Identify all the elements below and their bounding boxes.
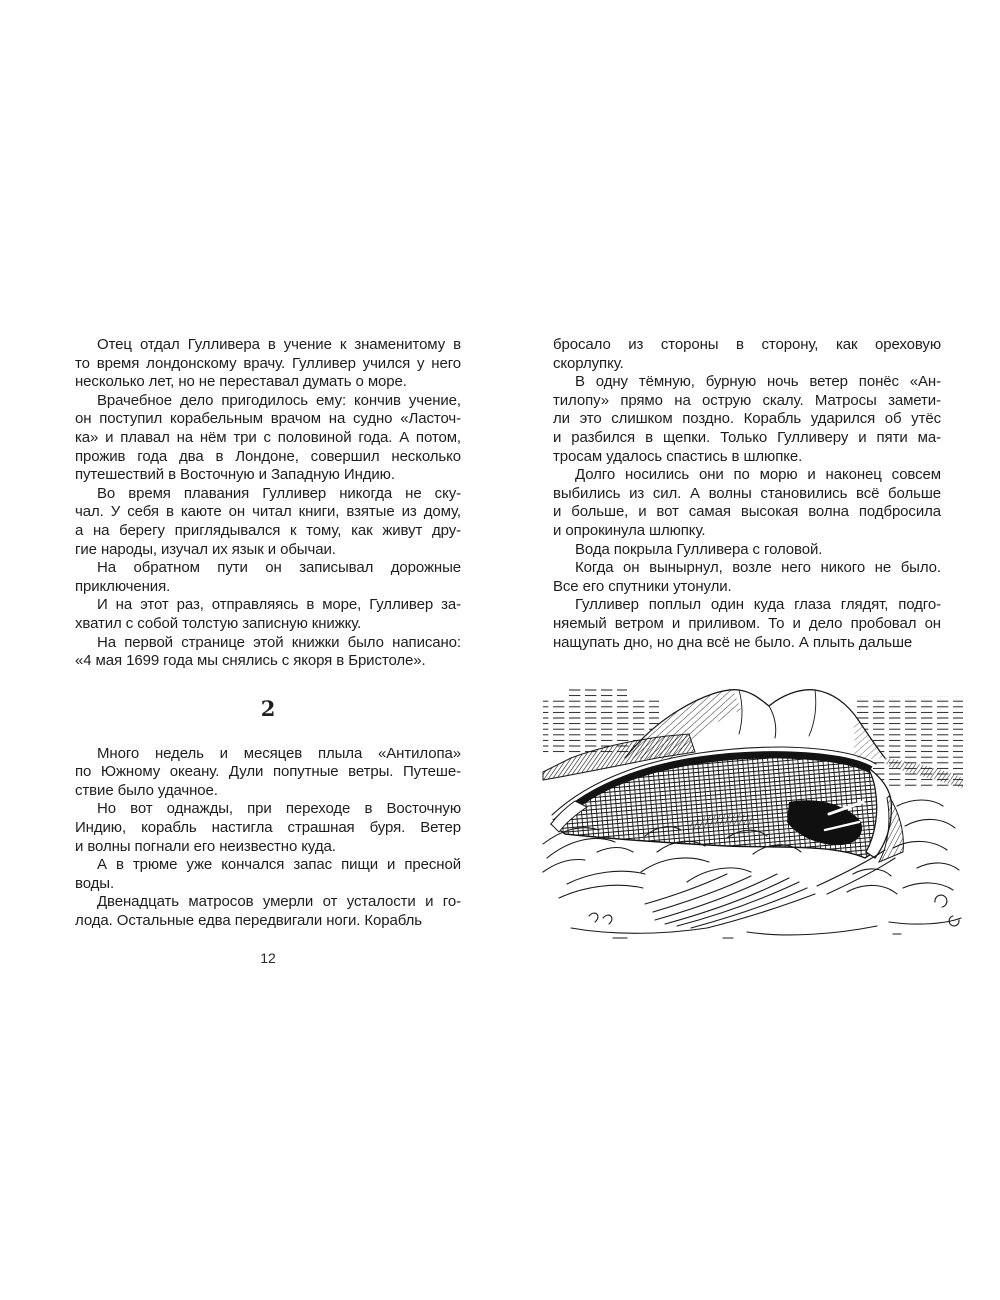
text-line: и больше, и вот самая высокая волна подбросила bbox=[553, 503, 941, 521]
text-line: гие народы, изучал их язык и обычаи. bbox=[75, 540, 336, 558]
paragraph bbox=[75, 559, 461, 596]
text-line: А в трюме уже кончался запас пищи и пресной bbox=[97, 856, 461, 874]
text-line: Во время плавания Гулливер никогда не ску- bbox=[97, 484, 461, 502]
paragraph bbox=[75, 596, 461, 633]
text-line: приключения. bbox=[75, 577, 171, 595]
text-line: лода. Остальные едва передвигали ноги. Корабль bbox=[75, 912, 422, 930]
text-line: няемый ветром и приливом. То и дело пробовал он bbox=[553, 614, 941, 632]
paragraph bbox=[75, 745, 461, 801]
text-line: то время лондонскому врачу. Гулливер учился у него bbox=[75, 354, 461, 372]
paragraph bbox=[553, 466, 941, 540]
text-line: И на этот раз, отправляясь в море, Гулливер за- bbox=[97, 596, 461, 614]
text-line: Двенадцать матросов умерли от усталости и го- bbox=[97, 893, 461, 911]
text-line: Гулливер поплыл один куда глаза глядят, подго- bbox=[575, 596, 941, 614]
text-line: несколько лет, но не переставал думать о море. bbox=[75, 373, 407, 391]
chapter-number-heading: 2 bbox=[260, 695, 276, 721]
text-line: На обратном пути он записывал дорожные bbox=[97, 559, 461, 577]
text-line: хватил с собой толстую записную книжку. bbox=[75, 614, 362, 632]
text-line: и разбился в щепки. Только Гулливеру и пяти ма- bbox=[553, 428, 941, 446]
text-line: ли это слишком поздно. Корабль ударился об утёс bbox=[553, 410, 941, 428]
text-line: «4 мая 1699 года мы снялись с якоря в Бристоле». bbox=[75, 652, 426, 670]
text-line: ствие было удачное. bbox=[75, 781, 218, 799]
text-line: бросало из стороны в сторону, как ореховую bbox=[553, 336, 941, 353]
text-line: Врачебное дело пригодилось ему: кончив учение, bbox=[97, 391, 461, 409]
text-line: тросам удалось спастись в шлюпке. bbox=[553, 447, 803, 465]
text-line: и волны погнали его неизвестно куда. bbox=[75, 837, 336, 855]
text-line: Все его спутники утонули. bbox=[553, 577, 732, 595]
paragraph bbox=[553, 559, 941, 596]
left-text-column bbox=[75, 336, 461, 931]
text-line: Но вот однажды, при переходе в Восточную bbox=[97, 800, 461, 818]
paragraph bbox=[75, 485, 461, 559]
right-text-column bbox=[553, 336, 941, 652]
text-line: В одну тёмную, бурную ночь ветер понёс «Ан- bbox=[575, 373, 941, 391]
text-line: прожив года два в Лондоне, совершил несколько bbox=[75, 447, 461, 465]
paragraph bbox=[75, 893, 461, 930]
text-line: он поступил корабельным врачом на судно «Ласточ- bbox=[75, 410, 461, 428]
text-line: а на берегу приглядывался к тому, как живут дру- bbox=[75, 521, 461, 539]
text-line: Долго носились они по морю и наконец совсем bbox=[575, 466, 941, 484]
text-line: тилопу» прямо на острую скалу. Матросы замети- bbox=[553, 391, 941, 409]
text-line: чал. У себя в каюте он читал книги, взятые из дому, bbox=[75, 503, 461, 521]
text-line: На первой странице этой книжки было написано: bbox=[97, 633, 461, 651]
text-line: и опрокинула шлюпку. bbox=[553, 521, 706, 539]
paragraph bbox=[553, 336, 941, 373]
text-line: скорлупку. bbox=[553, 354, 624, 372]
paragraph bbox=[75, 634, 461, 671]
shipwreck-illustration bbox=[537, 676, 967, 946]
text-line: Когда он вынырнул, возле него никого не было. bbox=[575, 559, 941, 577]
text-line: ка» и плавал на нём три с половиной года. А потом, bbox=[75, 428, 461, 446]
paragraph bbox=[553, 596, 941, 652]
text-line: Отец отдал Гулливера в учение к знаменитому в bbox=[97, 336, 461, 353]
text-line: выбились из сил. А волны становились всё больше bbox=[553, 484, 941, 502]
text-line: по Южному океану. Дули попутные ветры. Путеше- bbox=[75, 763, 461, 781]
paragraph bbox=[75, 800, 461, 856]
text-line: Много недель и месяцев плыла «Антилопа» bbox=[97, 744, 461, 762]
paragraph bbox=[75, 856, 461, 893]
text-line: Вода покрыла Гулливера с головой. bbox=[575, 540, 823, 558]
text-line: Индию, корабль настигла страшная буря. Ветер bbox=[75, 819, 461, 837]
text-line: путешествий в Восточную и Западную Индию. bbox=[75, 466, 395, 484]
paragraph bbox=[75, 336, 461, 392]
paragraph bbox=[75, 392, 461, 485]
text-line: воды. bbox=[75, 874, 115, 892]
text-line: нащупать дно, но дна всё не было. А плыть дальше bbox=[553, 633, 913, 651]
page-number: 12 bbox=[260, 950, 276, 966]
paragraph bbox=[553, 541, 941, 560]
paragraph bbox=[553, 373, 941, 466]
